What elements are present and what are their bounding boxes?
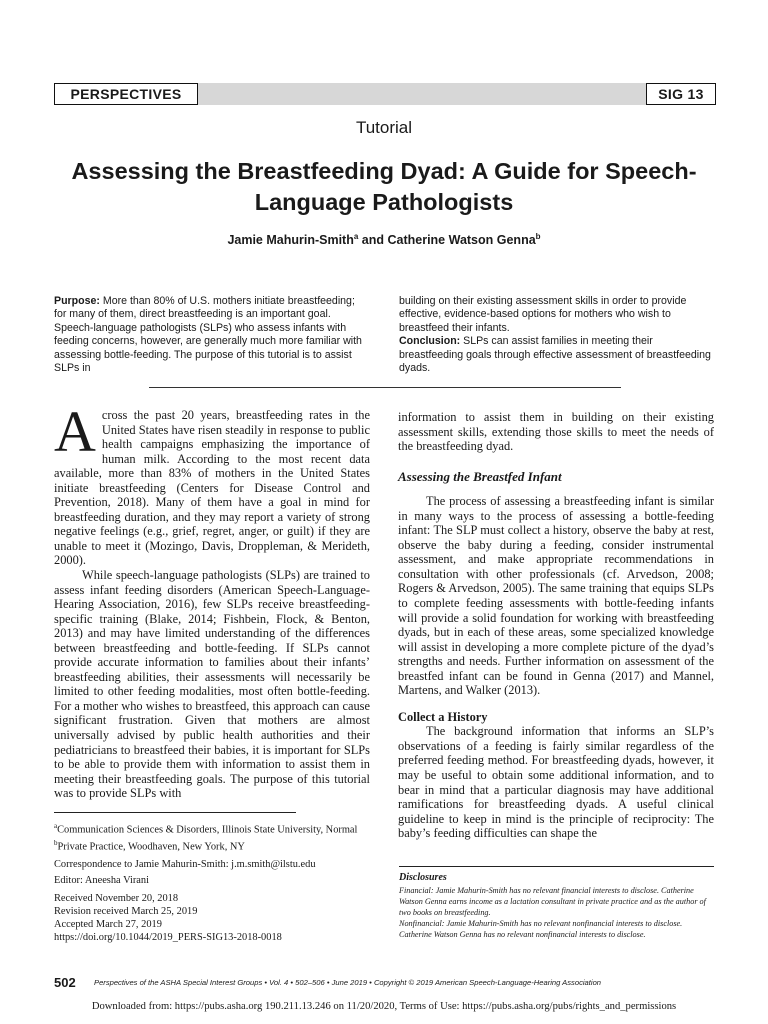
drop-cap: A (54, 399, 96, 464)
editor: Editor: Aneesha Virani (54, 874, 149, 886)
disclosures (399, 872, 715, 940)
running-footer: Perspectives of the ASHA Special Interest Groups • Vol. 4 • 502–506 • June 2019 • Copyright © 2019 American Speech-Language-Hearing Association (94, 978, 602, 987)
conclusion-label: Conclusion: (399, 335, 461, 348)
body-column-right (398, 410, 714, 841)
purpose-continued: building on their existing assessment skills in order to provide effective, evidence-based options for mothers who wish to breastfeed their infants. (399, 295, 687, 334)
author-joiner: and (358, 233, 388, 248)
body-paragraph-4: The process of assessing a breastfeeding infant is similar in many ways to the process of assessing a bottle-feeding infant: The SLP must collect a history, observe the baby at rest, observe the baby during a feeding, consider instrumental assessment, and make appropriate recommendations in consultation with other professionals (cf. Arvedson, 2008; Rogers & Arvedson, 2005). The same training that equips SLPs to complete feeding assessments with bottle-feeding infants will provide a solid foundation for working with breastfeeding dyads, but in each of these areas, some specialized knowledge will assist in developing a more complete picture of the dyad’s strengths and needs. Further information on assessment of the breastfed infant can be found in Genna (2017) and Mannel, Martens, and Walker (2013). (398, 494, 714, 698)
abstract-right (399, 295, 717, 375)
conclusion-text: SLPs can assist families in meeting their breastfeeding goals through effective assessment of breastfeeding dyads. (399, 335, 711, 375)
purpose-label: Purpose: (54, 295, 100, 307)
purpose-text: More than 80% of U.S. mothers initiate breastfeeding; for many of them, direct breastfeeding is an important goal. Speech-language pathologists (SLPs) who assess infants with feeding concerns, however, are generally much more familiar with assessing bottle-feeding. The purpose of this tutorial is to assist SLPs in (54, 295, 362, 375)
body-paragraph-3: information to assist them in building on their existing assessment skills, extending those skills to meet the needs of the breastfeeding dyad. (398, 410, 714, 454)
correspondence: Correspondence to Jamie Mahurin-Smith: j.m.smith@ilstu.edu (54, 859, 316, 871)
disclosure-nonfinancial: Nonfinancial: Jamie Mahurin-Smith has no relevant nonfinancial interests to disclose. Catherine Watson Genna has no relevant nonfinancial interests to disclose. (399, 919, 683, 939)
body-paragraph-2: While speech-language pathologists (SLPs) are trained to assess infant feeding disorders (American Speech-Language-Hearing Association, 2016), few SLPs receive breastfeeding-specific training (Blake, 2014; Fishbein, Flock, & Benton, 2013) and may have limited understanding of the differences between breastfeeding and bottle-feeding. If SLPs cannot provide accurate information to families about their infants’ breastfeeding abilities, their assessments will necessarily be limited to other feeding modalities, most often bottle-feeding. For a mother who wishes to breastfeed, this approach can cause significant frustration. Given that mothers are almost universally advised by public health authorities and their pediatricians to breastfeed their babies, it is important for SLPs to be able to provide them with information to assist them in meeting their breastfeeding goals. The purpose of this tutorial was to provide SLPs with (54, 568, 370, 801)
abstract-divider (149, 387, 621, 388)
disclosures-divider (399, 866, 714, 867)
download-notice: Downloaded from: https://pubs.asha.org 190.211.13.246 on 11/20/2020, Terms of Use: https://pubs.asha.org/pubs/rights_and_permissions (91, 1001, 677, 1012)
author-2-affil: b (535, 232, 541, 241)
disclosures-title: Disclosures (399, 872, 447, 883)
article-type: Tutorial (355, 118, 413, 137)
sig-label: SIG 13 (646, 83, 716, 105)
disclosure-financial: Financial: Jamie Mahurin-Smith has no relevant financial interests to disclose. Catherine Watson Genna earns income as a lactation consultant in private practice and as the author of two books on breastfeeding. (399, 886, 706, 917)
page-number: 502 (54, 975, 76, 990)
revision-date: Revision received March 25, 2019 (54, 905, 198, 917)
author-line (60, 232, 708, 247)
affil-a-marker: a (54, 822, 58, 830)
article-title: Assessing the Breastfeeding Dyad: A Guide for Speech-Language Pathologists (71, 158, 697, 215)
subsection-heading: Collect a History (398, 709, 488, 724)
affiliation-b: Private Practice, Woodhaven, New York, NY (57, 841, 245, 853)
section-label: PERSPECTIVES (54, 83, 198, 105)
affil-b-marker: b (54, 838, 58, 847)
author-2: Catherine Watson Genna (387, 233, 536, 248)
accepted-date: Accepted March 27, 2019 (54, 919, 162, 931)
abstract-left (54, 295, 364, 375)
section-heading: Assessing the Breastfed Infant (398, 468, 562, 484)
received-date: Received November 20, 2018 (54, 892, 179, 904)
footnotes (54, 820, 370, 945)
body-column-left (54, 399, 370, 801)
footnote-divider (54, 812, 296, 813)
affiliation-a: Communication Sciences & Disorders, Illinois State University, Normal (57, 824, 358, 836)
author-1: Jamie Mahurin-Smith (227, 233, 354, 248)
body-paragraph-5: The background information that informs an SLP’s observations of a feeding is fairly similar regardless of the preferred feeding method. For breastfeeding dyads, however, it may be useful to obtain some additional information, and to bear in mind that a particular diagnosis may have additional ramifications for breastfeeding dyads. A useful clinical guideline to keep in mind is the principle of reciprocity: The baby’s feeding difficulties can shape the (398, 724, 714, 841)
body-paragraph-1: cross the past 20 years, breastfeeding rates in the United States have risen steadily in response to public health campaigns emphasizing the importance of human milk. According to the most recent data available, more than 83% of mothers in the United States initiate breastfeeding (Centers for Disease Control and Prevention, 2018). Many of them have a goal in mind for breastfeeding duration, and they may report a variety of strong negative feelings (e.g., grief, regret, anger, or guilt) if they are unable to meet it (Mozingo, Davis, Droppleman, & Merideth, 2000). (54, 408, 370, 568)
doi-link[interactable]: https://doi.org/10.1044/2019_PERS-SIG13-2018-0018 (54, 932, 282, 944)
author-1-affil: a (353, 232, 359, 241)
